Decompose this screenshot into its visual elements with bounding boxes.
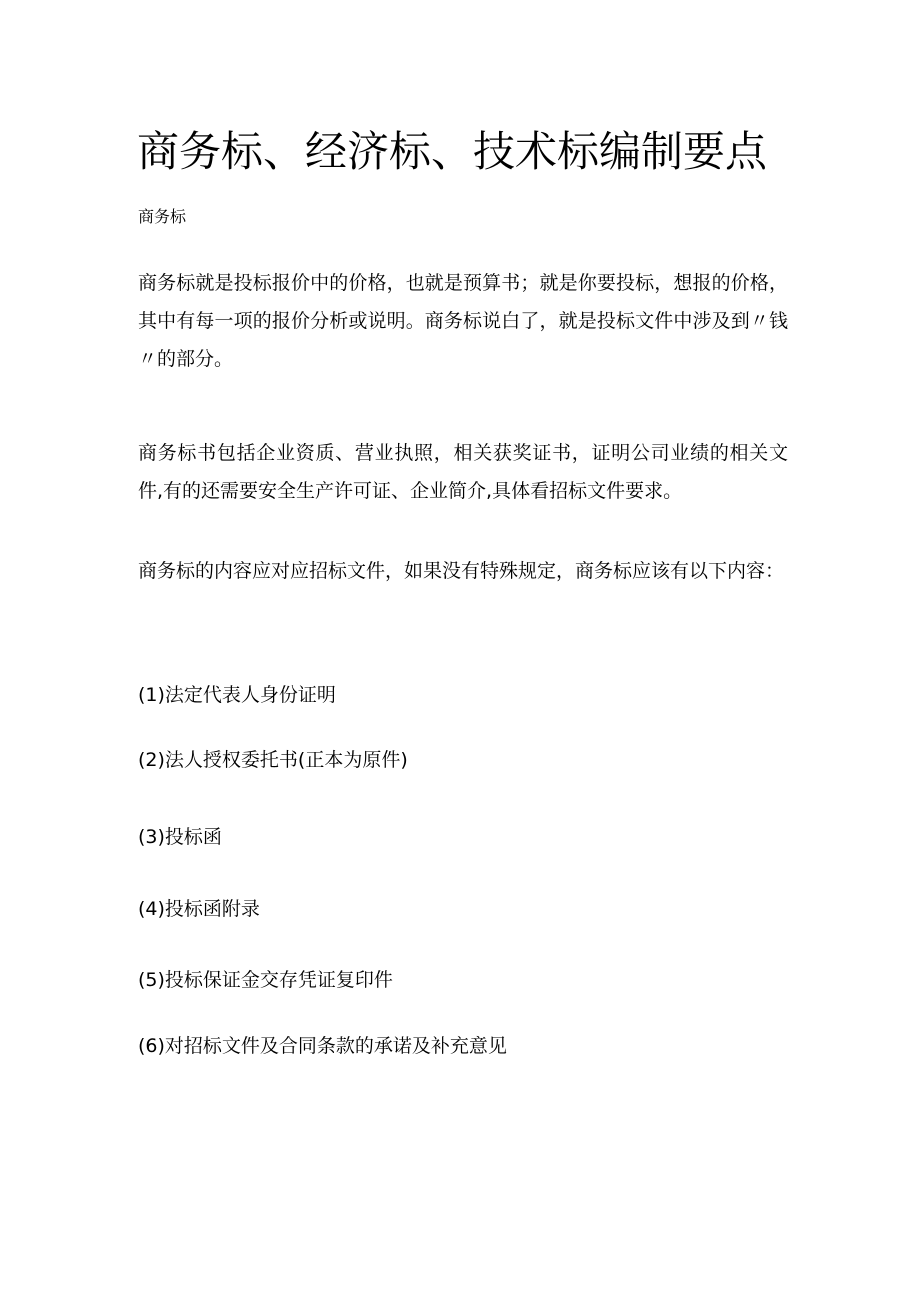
section-heading: 商务标	[138, 207, 187, 226]
document-title: 商务标、经济标、技术标编制要点	[137, 127, 768, 176]
paragraph-definition: 商务标就是投标报价中的价格，也就是预算书；就是你要投标，想报的价格，其中有每一项的报价分析或说明。商务标说白了，就是投标文件中涉及到〃钱〃的部分。	[138, 272, 788, 370]
list-item: (3)投标函	[138, 826, 222, 848]
paragraph-contents: 商务标书包括企业资质、营业执照，相关获奖证书，证明公司业绩的相关文件,有的还需要安全生产许可证、企业简介,具体看招标文件要求。	[138, 442, 788, 502]
list-item: (4)投标函附录	[138, 898, 260, 920]
list-item: (5)投标保证金交存凭证复印件	[138, 969, 393, 991]
list-item: (6)对招标文件及合同条款的承诺及补充意见	[138, 1035, 507, 1057]
list-item: (2)法人授权委托书(正本为原件)	[138, 749, 408, 771]
paragraph-requirements: 商务标的内容应对应招标文件，如果没有特殊规定，商务标应该有以下内容：	[138, 560, 785, 582]
list-item: (1)法定代表人身份证明	[138, 684, 336, 706]
